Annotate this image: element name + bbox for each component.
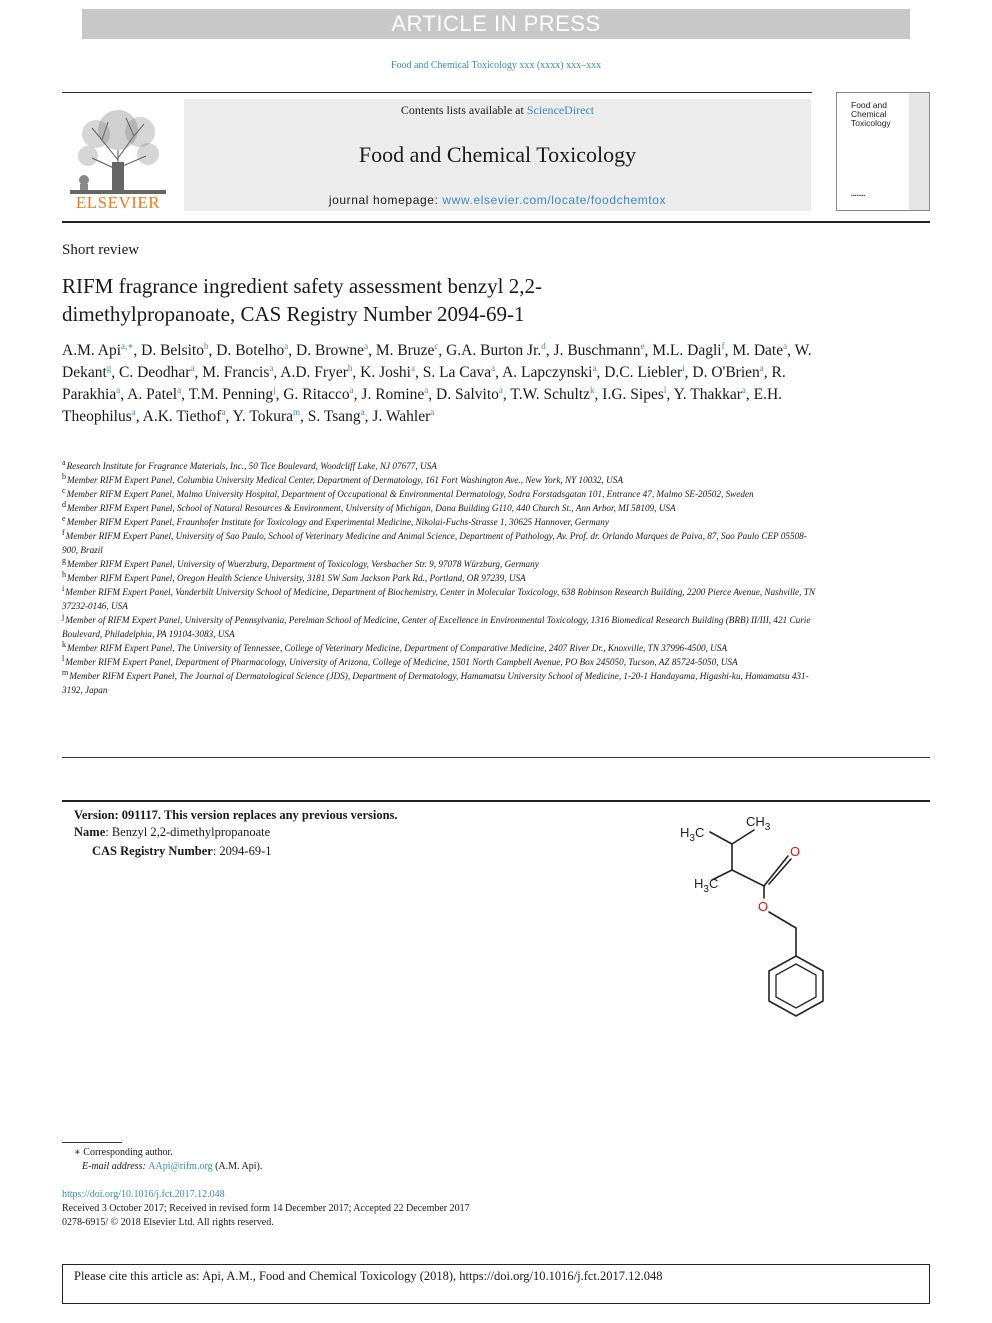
footnote-rule xyxy=(62,1142,122,1143)
author-name[interactable]: A. Lapczynski$^a$ xyxy=(502,362,597,381)
doi-link[interactable]: https://doi.org/10.1016/j.fct.2017.12.048 xyxy=(62,1189,225,1200)
author-name[interactable]: M. Bruze$^c$ xyxy=(375,340,439,359)
affiliation-key: b xyxy=(62,471,66,481)
author-affiliation-mark[interactable]: d xyxy=(541,340,546,351)
affiliation-text: Research Institute for Fragrance Materials, Inc., 50 Tice Boulevard, Woodcliff Lake, NJ 07677, USA xyxy=(66,461,437,471)
label-h3c-left: $H_3C$ xyxy=(680,825,705,844)
journal-homepage-line xyxy=(184,193,811,207)
cas-value: : 2094-69-1 xyxy=(212,844,272,858)
header-bottom-rule xyxy=(62,221,930,223)
author-name[interactable]: D. Salvito$^a$ xyxy=(436,384,503,403)
affiliation-item xyxy=(62,571,822,585)
author-name[interactable]: S. Tsang$^a$ xyxy=(307,406,365,425)
author-affiliation-mark[interactable]: a xyxy=(364,340,369,351)
affiliation-text: Member RIFM Expert Panel, Oregon Health Science University, 3181 SW Sam Jackson Park Rd., Portland, OR 97239, USA xyxy=(67,573,526,583)
affiliation-text: Member RIFM Expert Panel, The Journal of Dermatological Science (JDS), Department of Dermatology, Hamamatsu University School of Medicine, 1-20-1 Handayama, Higashi-ku, Hamamatsu 431-3192, Japan xyxy=(62,671,809,695)
email-link[interactable]: AApi@rifm.org xyxy=(148,1161,213,1172)
author-affiliation-mark[interactable]: j xyxy=(273,384,276,395)
contents-prefix: Contents lists available at xyxy=(400,103,527,117)
label-ch3-top: $CH_3$ xyxy=(746,814,771,833)
name-value: : Benzyl 2,2-dimethylpropanoate xyxy=(105,825,271,839)
name-label: Name xyxy=(74,825,106,839)
affiliation-key: c xyxy=(62,485,66,495)
affiliation-item xyxy=(62,515,822,529)
author-affiliation-mark[interactable]: a xyxy=(498,384,503,395)
author-affiliation-mark[interactable]: a xyxy=(116,384,121,395)
affiliation-text: Member of RIFM Expert Panel, University of Pennsylvania, Perelman School of Medicine, Center of Excellence in Environmental Toxicology, 1316 Biomedical Research Building (BRB) II/III, 421 Curie Boulevard, Philadelphia, PA 19104-3083, USA xyxy=(62,615,811,639)
sciencedirect-link[interactable]: ScienceDirect xyxy=(526,103,595,117)
author-name[interactable]: D. Belsito$^b$ xyxy=(141,340,209,359)
affiliation-item xyxy=(62,501,822,515)
affiliation-list xyxy=(62,459,822,697)
author-name[interactable]: M. Francis$^a$ xyxy=(202,362,274,381)
affiliation-item xyxy=(62,641,822,655)
author-affiliation-mark[interactable]: a xyxy=(424,384,429,395)
affiliation-text: Member RIFM Expert Panel, Department of Pharmacology, University of Arizona, College of Medicine, 1501 North Campbell Avenue, PO Box 245050, Tucson, AZ 85724-5050, USA xyxy=(65,657,738,667)
author-name[interactable]: G. Ritacco$^a$ xyxy=(283,384,354,403)
affiliation-key: h xyxy=(62,569,66,579)
author-name[interactable]: W. Dekant$^g$ xyxy=(62,342,812,381)
author-affiliation-mark[interactable]: e xyxy=(640,340,645,351)
author-affiliation-mark[interactable]: a xyxy=(221,406,226,417)
author-affiliation-mark[interactable]: m xyxy=(293,406,301,417)
author-name[interactable]: A. Patel$^a$ xyxy=(127,384,182,403)
author-name[interactable]: R. Parakhia$^a$ xyxy=(62,364,786,403)
author-affiliation-mark[interactable]: a xyxy=(741,384,746,395)
author-name[interactable]: D.C. Liebler$^i$ xyxy=(604,362,685,381)
affiliation-key: i xyxy=(62,583,65,593)
affiliation-key: m xyxy=(62,667,69,677)
author-name[interactable]: G.A. Burton Jr.$^d$ xyxy=(446,340,546,359)
affiliation-item xyxy=(62,459,822,473)
label-ester-o: O xyxy=(758,899,769,914)
affiliation-key: g xyxy=(62,555,66,565)
version-statement: Version: 091117. This version replaces any previous versions. xyxy=(74,808,398,822)
author-affiliation-mark[interactable]: a xyxy=(592,362,597,373)
author-name[interactable]: J. Wahler$^a$ xyxy=(372,406,435,425)
author-affiliation-mark[interactable]: a xyxy=(491,362,496,373)
author-name[interactable]: E.H. Theophilus$^a$ xyxy=(62,386,783,425)
journal-cover-thumbnail[interactable] xyxy=(836,92,930,211)
author-affiliation-mark[interactable]: a xyxy=(190,362,195,373)
cover-publisher-mark: ▪▪▪▪▪▪▪▪ xyxy=(851,193,866,199)
author-affiliation-mark[interactable]: a xyxy=(269,362,274,373)
author-name[interactable]: D. O'Brien$^a$ xyxy=(692,362,764,381)
author-affiliation-mark[interactable]: a xyxy=(410,362,415,373)
author-name[interactable]: A.D. Fryer$^h$ xyxy=(280,362,353,381)
author-name[interactable]: Y. Thakkar$^a$ xyxy=(673,384,746,403)
affiliation-key: k xyxy=(62,639,66,649)
affiliation-key: f xyxy=(62,527,65,537)
author-affiliation-mark[interactable]: a xyxy=(759,362,764,373)
affiliation-text: Member RIFM Expert Panel, Vanderbilt University School of Medicine, Department of Biochemistry, Center in Molecular Toxicology, 638 Robinson Research Building, 2200 Pierce Avenue, Nashville, TN 37232-0146, USA xyxy=(62,587,815,611)
label-oxo: O xyxy=(790,844,801,859)
issn-copyright: 0278-6915/ © 2018 Elsevier Ltd. All rights reserved. xyxy=(62,1217,274,1228)
author-affiliation-mark[interactable]: f xyxy=(721,340,725,351)
homepage-link[interactable]: www.elsevier.com/locate/foodchemtox xyxy=(442,193,667,207)
author-name[interactable]: M.L. Dagli$^f$ xyxy=(652,340,725,359)
affiliation-text: Member RIFM Expert Panel, University of Sao Paulo, School of Veterinary Medicine and Animal Science, Department of Pathology, Av. Prof. dr. Orlando Marques de Paiva, 87, Sao Paulo CEP 05508-900, Brazil xyxy=(62,531,807,555)
citation-text: Please cite this article as: Api, A.M., Food and Chemical Toxicology (2018), https://doi.org/10.1016/j.fct.2017.12.048 xyxy=(74,1269,663,1283)
author-affiliation-mark[interactable]: c xyxy=(434,340,439,351)
affiliation-item xyxy=(62,655,822,669)
section-label: Short review xyxy=(62,242,140,258)
label-h3c-bottom: $H_3C$ xyxy=(694,876,719,895)
affiliation-item xyxy=(62,585,822,613)
affiliation-text: Member RIFM Expert Panel, School of Natural Resources & Environment, University of Michigan, Dana Building G110, 440 Church St., Ann Arbor, MI 58109, USA xyxy=(67,503,676,513)
affiliation-text: Member RIFM Expert Panel, Malmo University Hospital, Department of Occupational & Environmental Dermatology, Sodra Forstadsgatan 101, Entrance 47, Malmo SE-20502, Sweden xyxy=(66,489,754,499)
author-name[interactable]: D. Botelho$^a$ xyxy=(216,340,289,359)
header-top-rule xyxy=(62,92,812,93)
author-affiliation-mark[interactable]: l xyxy=(663,384,667,395)
author-name[interactable]: T.M. Penning$^j$ xyxy=(188,384,276,403)
author-name[interactable]: D. Browne$^a$ xyxy=(296,340,369,359)
journal-reference-link[interactable]: Food and Chemical Toxicology xxx (xxxx) xxx–xxx xyxy=(390,60,602,71)
affiliation-key: d xyxy=(62,499,66,509)
author-affiliation-mark[interactable]: a xyxy=(131,406,136,417)
author-name[interactable]: T.W. Schultz$^k$ xyxy=(510,384,595,403)
author-name[interactable]: M. Date$^a$ xyxy=(732,340,788,359)
affiliation-item xyxy=(62,473,822,487)
article-title: RIFM fragrance ingredient safety assessment benzyl 2,2-dimethylpropanoate, CAS Registry Number 2094-69-1 xyxy=(62,274,542,326)
author-affiliation-mark[interactable]: a xyxy=(177,384,182,395)
cover-stripe xyxy=(909,93,929,211)
corresponding-author-note: ∗ Corresponding author. xyxy=(74,1147,173,1158)
contents-line xyxy=(184,103,811,118)
publisher-name: ELSEVIER xyxy=(75,193,161,212)
author-affiliation-mark[interactable]: k xyxy=(590,384,595,395)
article-in-press-banner: ARTICLE IN PRESS xyxy=(82,9,910,39)
author-affiliation-mark[interactable]: i xyxy=(682,362,685,373)
substance-name xyxy=(74,825,270,840)
author-name[interactable]: J. Romine$^a$ xyxy=(361,384,429,403)
author-affiliation-mark[interactable]: a xyxy=(430,406,435,417)
affiliation-item xyxy=(62,557,822,571)
affiliation-item xyxy=(62,613,822,641)
author-affiliation-mark[interactable]: b xyxy=(204,340,209,351)
affiliation-divider xyxy=(62,757,930,758)
cas-number xyxy=(92,844,272,859)
author-affiliation-mark[interactable]: g xyxy=(106,362,112,373)
affiliation-key: j xyxy=(62,611,65,621)
author-name[interactable]: K. Joshi$^a$ xyxy=(360,362,415,381)
chemical-structure-diagram xyxy=(672,808,842,1038)
affiliation-text: Member RIFM Expert Panel, University of Wuerzburg, Department of Toxicology, Versbacher Str. 9, 97078 Würzburg, Germany xyxy=(67,559,539,569)
author-name[interactable]: S. La Cava$^a$ xyxy=(422,362,496,381)
journal-title: Food and Chemical Toxicology xyxy=(358,142,637,167)
received-dates: Received 3 October 2017; Received in revised form 14 December 2017; Accepted 22 December 2017 xyxy=(62,1203,470,1214)
author-name[interactable]: A.M. Api$^{a,∗}$ xyxy=(62,340,134,359)
affiliation-text: Member RIFM Expert Panel, Fraunhofer Institute for Toxicology and Experimental Medicine, Nikolai-Fuchs-Strasse 1, 30625 Hannover, Germany xyxy=(66,517,609,527)
author-name[interactable]: Y. Tokura$^m$ xyxy=(232,406,301,425)
author-affiliation-mark[interactable]: h xyxy=(347,362,353,373)
author-name[interactable]: I.G. Sipes$^l$ xyxy=(602,384,667,403)
author-affiliation-mark[interactable]: a xyxy=(360,406,365,417)
author-affiliation-mark[interactable]: a xyxy=(349,384,354,395)
author-affiliation-mark[interactable]: a,∗ xyxy=(121,340,134,351)
affiliation-text: Member RIFM Expert Panel, Columbia University Medical Center, Department of Dermatology, 161 Fort Washington Ave., New York, NY 10032, USA xyxy=(67,475,623,485)
version-divider xyxy=(62,800,930,802)
affiliation-key: e xyxy=(62,513,66,523)
author-affiliation-mark[interactable]: a xyxy=(284,340,289,351)
cover-title: Food and Chemical Toxicology xyxy=(851,100,891,128)
author-name[interactable]: C. Deodhar$^a$ xyxy=(119,362,195,381)
affiliation-item xyxy=(62,487,822,501)
affiliation-key: l xyxy=(62,653,65,663)
affiliation-item xyxy=(62,669,822,697)
affiliation-item xyxy=(62,529,822,557)
author-name[interactable]: J. Buschmann$^e$ xyxy=(553,340,645,359)
homepage-prefix: journal homepage: xyxy=(328,193,443,207)
author-affiliation-mark[interactable]: a xyxy=(783,340,788,351)
affiliation-text: Member RIFM Expert Panel, The University of Tennessee, College of Veterinary Medicine, Department of Comparative Medicine, 2407 River Dr., Knoxville, TN 37996-4500, USA xyxy=(67,643,727,653)
author-list: A.M. Api$^{a,∗}$, D. Belsito$^b$, D. Botelho$^a$, D. Browne$^a$, M. Bruze$^c$, G.A. Burton Jr.$^d$, J. Buschmann$^e$, M.L. Dagli$^f$, M. Date$^a$, W. Dekant$^g$, C. Deodhar$^a$, M. Francis$^a$, A.D. Fryer$^h$, K. Joshi$^a$, S. La Cava$^a$, A. Lapczynski$^a$, D.C. Liebler$^i$, D. O'Brien$^a$, R. Parakhia$^a$, A. Patel$^a$, T.M. Penning$^j$, G. Ritacco$^a$, J. Romine$^a$, D. Salvito$^a$, T.W. Schultz$^k$, I.G. Sipes$^l$, Y. Thakkar$^a$, E.H. Theophilus$^a$, A.K. Tiethof$^a$, Y. Tokura$^m$, S. Tsang$^a$, J. Wahler$^a$ xyxy=(62,340,812,425)
author-name[interactable]: A.K. Tiethof$^a$ xyxy=(142,406,226,425)
email-label: E-mail address: xyxy=(82,1161,149,1172)
email-suffix: (A.M. Api). xyxy=(212,1161,263,1172)
email-note xyxy=(82,1161,262,1172)
cas-label: CAS Registry Number xyxy=(92,844,213,858)
affiliation-key: a xyxy=(62,457,66,467)
